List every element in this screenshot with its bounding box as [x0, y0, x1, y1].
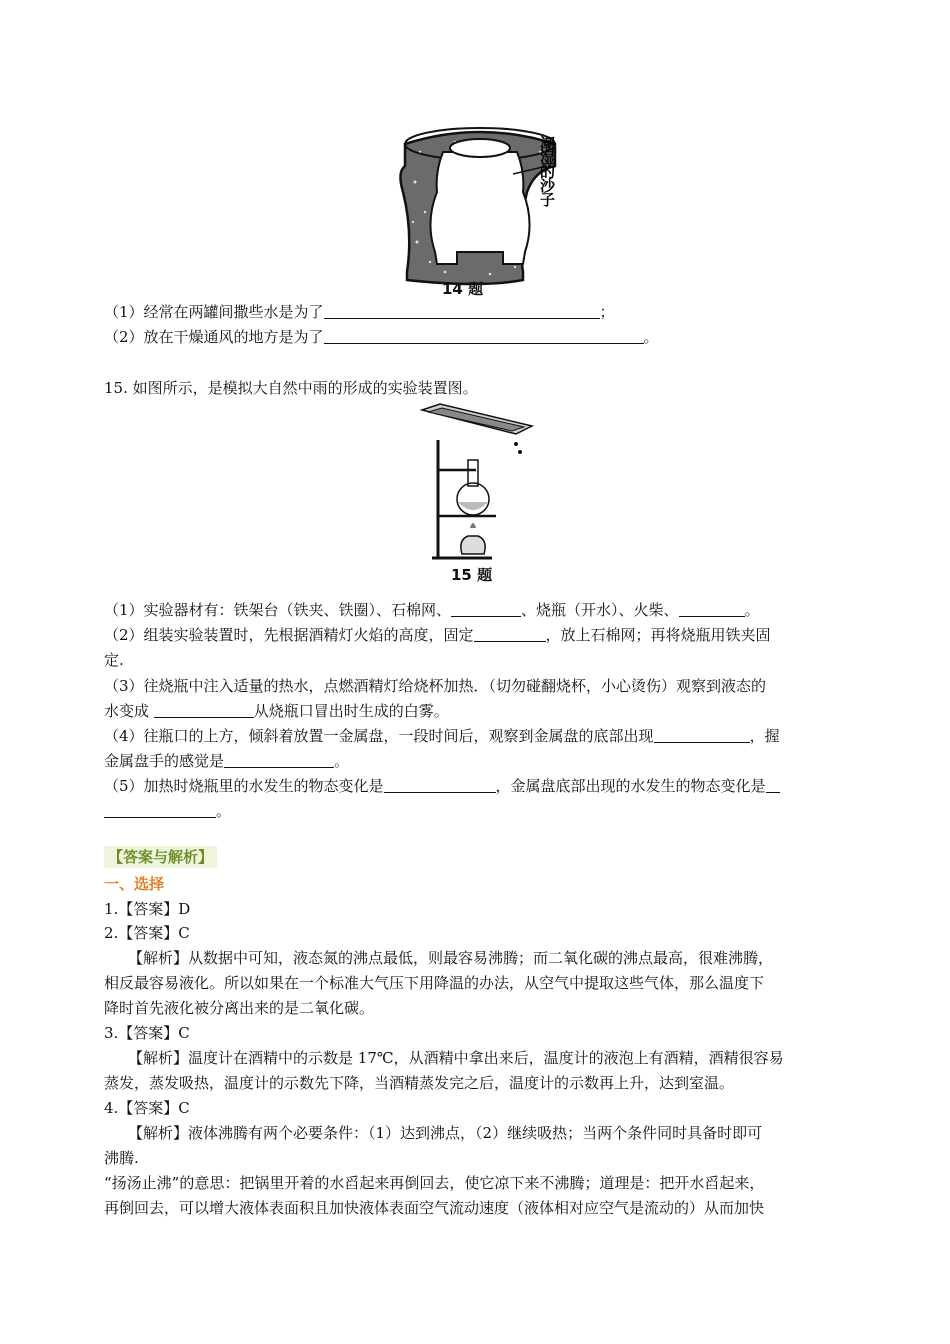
rain-experiment-figure	[420, 400, 540, 585]
q14-p2-blank[interactable]	[324, 327, 644, 344]
q15-part5	[104, 774, 780, 798]
q15-p3-b: 水变成	[104, 702, 154, 720]
q15-p4-a: （4）往瓶口的上方，倾斜着放置一金属盘，一段时间后，观察到金属盘的底部出现	[104, 727, 654, 745]
answer-4-exp-2: 沸腾.	[104, 1149, 139, 1167]
q15-p3-c: 从烧瓶口冒出时生成的白雾。	[253, 702, 449, 720]
q14-p1-blank[interactable]	[324, 302, 600, 319]
q15-p1-blank2[interactable]	[679, 600, 745, 617]
q15-part5-cont	[104, 799, 231, 823]
q15-part2-cont: 定.	[104, 651, 124, 669]
q15-part4	[104, 724, 780, 748]
q14-part2	[104, 325, 659, 349]
answers-section-tag: 【答案与解析】	[104, 846, 217, 868]
answer-3: 3.【答案】C	[104, 1024, 190, 1042]
q15-p4-blank2[interactable]	[224, 751, 334, 768]
answer-2-exp-2: 相反最容易液化。所以如果在一个标准大气压下用降温的办法，从空气中提取这些气体，那么温度下	[104, 974, 765, 992]
q15-p4-c: 金属盘手的感觉是	[104, 752, 225, 770]
q15-p2-blank[interactable]	[474, 625, 546, 642]
answer-4-exp-1: 【解析】液体沸腾有两个必要条件：（1）达到沸点，（2）继续吸热；当两个条件同时具备时即可	[128, 1124, 763, 1142]
q15-p5-b: ，金属盘底部出现的水发生的物态变化是	[495, 777, 766, 795]
figure15-caption: 15 题	[451, 566, 493, 584]
q15-p1-blank1[interactable]	[451, 600, 521, 617]
q15-p5-blank2b[interactable]	[104, 801, 216, 818]
figure14-caption: 14 题	[442, 280, 484, 298]
answer-3-exp-1: 【解析】温度计在酒精中的示数是 17℃，从酒精中拿出来后，温度计的液泡上有酒精，酒精很容易	[128, 1049, 784, 1067]
q15-part2	[104, 623, 771, 647]
answer-2: 2.【答案】C	[104, 924, 190, 942]
answer-1: 1.【答案】D	[104, 900, 191, 918]
sand-label: 潮湿的沙子	[538, 136, 556, 206]
answer-4: 4.【答案】C	[104, 1099, 190, 1117]
q15-p5-blank2a[interactable]	[766, 776, 780, 793]
q15-p5-a: （5）加热时烧瓶里的水发生的物态变化是	[104, 777, 384, 795]
q15-p1-a: （1）实验器材有：铁架台（铁夹、铁圈）、石棉网、	[104, 601, 452, 619]
answer-4-exp-3: “扬汤止沸”的意思：把锅里开着的水舀起来再倒回去，使它凉下来不沸腾；道理是：把开水舀起来，	[104, 1174, 765, 1192]
answer-2-exp-3: 降时首先液化被分离出来的是二氧化碳。	[104, 999, 375, 1017]
answer-4-exp-4: 再倒回去，可以增大液体表面积且加快液体表面空气流动速度（液体相对应空气是流动的）从而加快	[104, 1199, 765, 1217]
sand-pot-drawing	[400, 128, 555, 284]
q15-p2-a: （2）组装实验装置时，先根据酒精灯火焰的高度，固定	[104, 626, 474, 644]
sand-pot-figure	[395, 122, 565, 302]
q14-part1	[104, 300, 615, 324]
answers-heading: 一、选择	[104, 875, 165, 893]
answer-3-exp-2: 蒸发，蒸发吸热，温度计的示数先下降，当酒精蒸发完之后，温度计的示数再上升，达到室温。	[104, 1074, 735, 1092]
q15-p1-c: 。	[744, 601, 760, 619]
q14-p2-text: （2）放在干燥通风的地方是为了	[104, 328, 324, 346]
experiment-apparatus	[422, 404, 532, 558]
q15-p4-d: 。	[334, 752, 350, 770]
q15-part3: （3）往烧瓶中注入适量的热水，点燃酒精灯给烧杯加热．（切勿碰翻烧杯，小心烫伤）观察到液态的	[104, 677, 767, 695]
q15-p1-b: 、烧瓶（开水）、火柴、	[521, 601, 679, 619]
answer-2-exp-1: 【解析】从数据中可知，液态氮的沸点最低，则最容易沸腾；而二氧化碳的沸点最高，很难沸腾，	[128, 949, 774, 967]
q15-intro: 15. 如图所示，是模拟大自然中雨的形成的实验装置图。	[104, 379, 478, 397]
q15-p5-blank1[interactable]	[384, 776, 496, 793]
q14-p2-end: 。	[643, 328, 659, 346]
q15-p5-c: 。	[216, 802, 232, 820]
q15-part3-cont	[104, 699, 449, 723]
q15-p4-blank1[interactable]	[654, 726, 750, 743]
q15-part4-cont	[104, 749, 349, 773]
q15-p3-blank[interactable]	[154, 701, 254, 718]
q15-p4-b: ，握	[749, 727, 780, 745]
q15-p2-b: ，放上石棉网；再将烧瓶用铁夹固	[545, 626, 771, 644]
q14-p1-end: ；	[599, 303, 615, 321]
q15-part1	[104, 598, 760, 622]
q14-p1-text: （1）经常在两罐间撒些水是为了	[104, 303, 324, 321]
